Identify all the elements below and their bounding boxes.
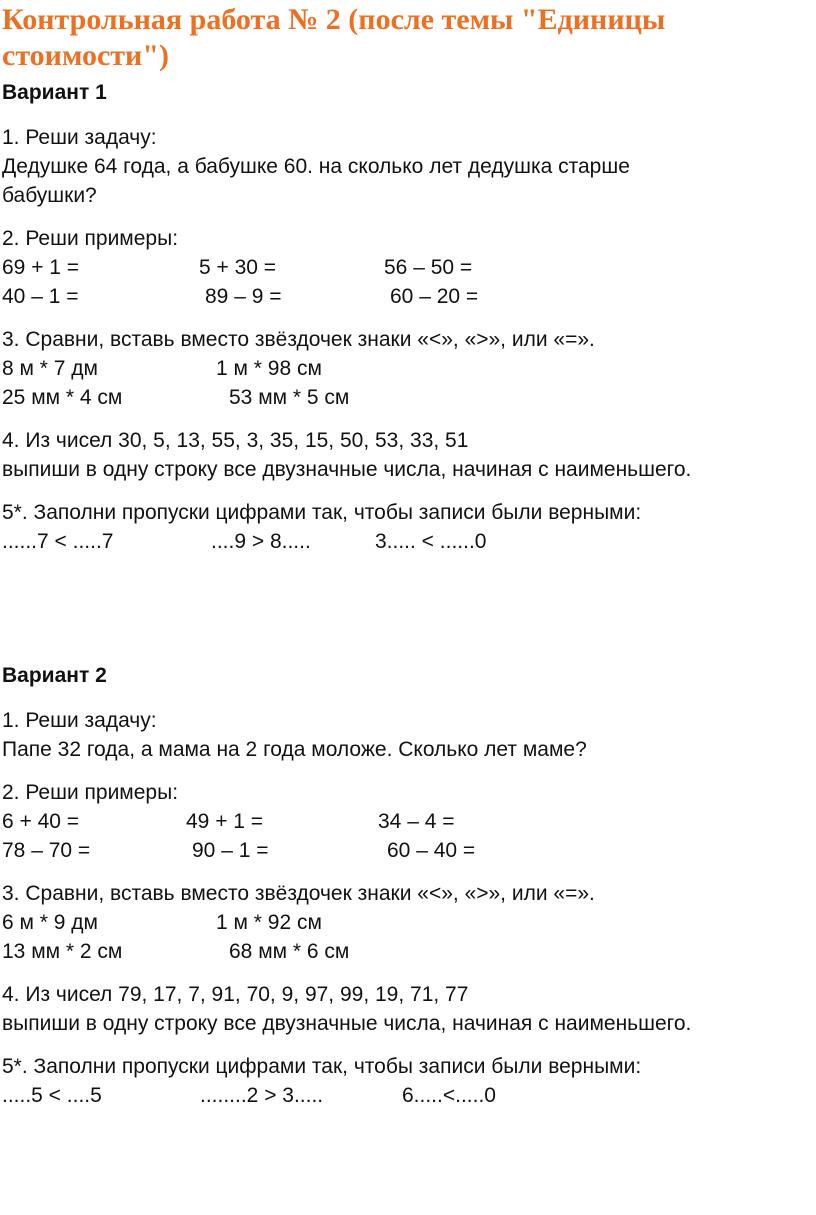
comparison: 6 м * 9 дм <box>2 911 98 934</box>
task-label: 5*. Заполни пропуски цифрами так, чтобы записи были верными: <box>2 501 642 524</box>
variant-heading: Вариант 1 <box>2 81 107 104</box>
title-line-2: стоимости") <box>2 39 169 72</box>
example-row <box>2 253 812 282</box>
comparison-row <box>2 908 812 937</box>
example: 5 + 30 = <box>199 256 277 279</box>
fill-in-row <box>2 1081 812 1110</box>
task-2 <box>2 778 812 865</box>
variant-heading: Вариант 2 <box>2 664 107 687</box>
task-3 <box>2 879 812 966</box>
task-label: 5*. Заполни пропуски цифрами так, чтобы записи были верными: <box>2 1055 642 1078</box>
comparison-row <box>2 937 812 966</box>
example: 69 + 1 = <box>2 256 80 279</box>
task-1 <box>2 706 812 764</box>
variant-1 <box>2 80 812 556</box>
fill-in-item: ........2 > 3..... <box>200 1084 324 1107</box>
title-line-1: Контрольная работа № 2 (после темы "Единицы <box>2 3 666 36</box>
task-3 <box>2 325 812 412</box>
task-1 <box>2 123 812 210</box>
example: 56 – 50 = <box>384 256 473 279</box>
example: 60 – 20 = <box>390 285 479 308</box>
task-4 <box>2 426 812 484</box>
example: 60 – 40 = <box>387 839 476 862</box>
task-2 <box>2 224 812 311</box>
task-label: 3. Сравни, вставь вместо звёздочек знаки «<», «>», или «=». <box>2 328 595 351</box>
example: 49 + 1 = <box>186 810 264 833</box>
task-5 <box>2 1052 812 1110</box>
comparison: 68 мм * 6 см <box>229 940 350 963</box>
example: 34 – 4 = <box>378 810 455 833</box>
example: 78 – 70 = <box>2 839 91 862</box>
variant-2 <box>2 663 812 1110</box>
comparison: 8 м * 7 дм <box>2 357 98 380</box>
fill-in-item: 3..... < ......0 <box>375 530 487 553</box>
example-row <box>2 282 812 311</box>
example: 90 – 1 = <box>192 839 269 862</box>
fill-in-row <box>2 527 812 556</box>
task-text: Дедушке 64 года, а бабушке 60. на сколько лет дедушка старше <box>2 155 630 178</box>
comparison: 1 м * 92 см <box>216 911 322 934</box>
task-label: 3. Сравни, вставь вместо звёздочек знаки «<», «>», или «=». <box>2 882 595 905</box>
task-text: 4. Из чисел 30, 5, 13, 55, 3, 35, 15, 50, 53, 33, 51 <box>2 429 469 452</box>
fill-in-item: .....5 < ....5 <box>2 1084 102 1107</box>
example: 89 – 9 = <box>205 285 282 308</box>
fill-in-item: ......7 < .....7 <box>2 530 114 553</box>
task-4 <box>2 980 812 1038</box>
comparison: 13 мм * 2 см <box>2 940 123 963</box>
task-label: 2. Реши примеры: <box>2 227 179 250</box>
task-text: бабушки? <box>2 184 97 207</box>
comparison: 25 мм * 4 см <box>2 386 123 409</box>
task-text: Папе 32 года, а мама на 2 года моложе. Сколько лет маме? <box>2 738 587 761</box>
comparison-row <box>2 354 812 383</box>
task-label: 2. Реши примеры: <box>2 781 179 804</box>
task-text: выпиши в одну строку все двузначные числа, начиная с наименьшего. <box>2 458 692 481</box>
example: 6 + 40 = <box>2 810 80 833</box>
task-5 <box>2 498 812 556</box>
example-row <box>2 807 812 836</box>
comparison-row <box>2 383 812 412</box>
fill-in-item: ....9 > 8..... <box>211 530 311 553</box>
comparison: 1 м * 98 см <box>216 357 322 380</box>
example-row <box>2 836 812 865</box>
example: 40 – 1 = <box>2 285 79 308</box>
task-text: 4. Из чисел 79, 17, 7, 91, 70, 9, 97, 99, 19, 71, 77 <box>2 983 469 1006</box>
task-label: 1. Реши задачу: <box>2 709 157 732</box>
comparison: 53 мм * 5 см <box>229 386 350 409</box>
document-title <box>2 2 802 74</box>
task-text: выпиши в одну строку все двузначные числа, начиная с наименьшего. <box>2 1012 692 1035</box>
task-label: 1. Реши задачу: <box>2 126 157 149</box>
fill-in-item: 6.....<.....0 <box>402 1084 496 1107</box>
